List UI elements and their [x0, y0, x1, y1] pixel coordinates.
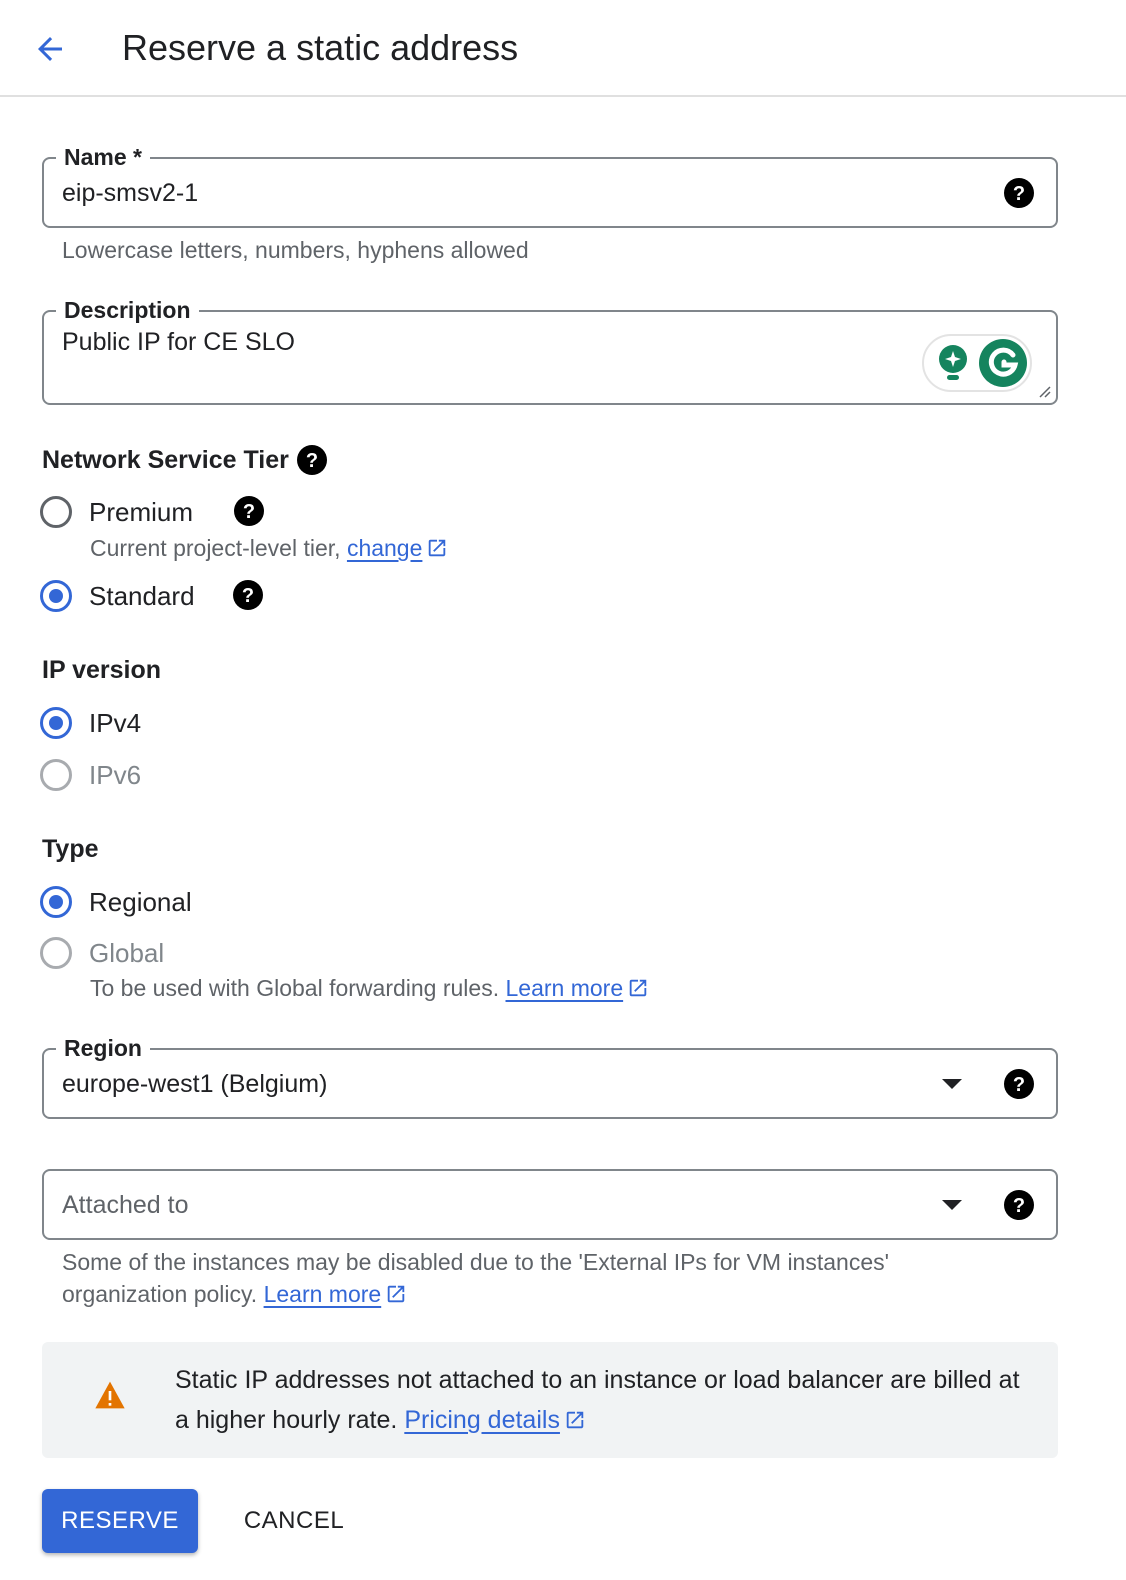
attached-to-hint: Some of the instances may be disabled due to the 'External IPs for VM instances' organization policy. Learn more [62, 1249, 890, 1307]
radio-label: Regional [89, 887, 192, 917]
radio-ipv4[interactable] [40, 705, 141, 741]
learn-more-link[interactable]: Learn more [263, 1281, 382, 1307]
radio-global[interactable] [40, 935, 164, 971]
global-hint: To be used with Global forwarding rules. Learn more [90, 972, 649, 1004]
external-link-icon[interactable] [426, 537, 448, 559]
pricing-details-link[interactable]: Pricing details [404, 1406, 560, 1434]
radio-regional[interactable] [40, 884, 192, 920]
help-icon[interactable] [1004, 1190, 1034, 1220]
reserve-button[interactable]: RESERVE [42, 1489, 198, 1553]
type-title: Type [42, 835, 99, 863]
page-title: Reserve a static address [122, 27, 519, 68]
network-tier-title: Network Service Tier [42, 446, 289, 474]
external-link-icon[interactable] [564, 1409, 586, 1431]
attached-to-placeholder: Attached to [62, 1191, 189, 1219]
arrow-back-icon [32, 31, 68, 67]
page-header [0, 0, 1126, 97]
lightbulb-icon [936, 344, 970, 384]
cancel-button[interactable]: CANCEL [226, 1489, 362, 1553]
help-icon[interactable] [234, 496, 264, 526]
resize-handle-icon[interactable] [1036, 383, 1052, 399]
grammarly-icon [978, 338, 1028, 388]
learn-more-link[interactable]: Learn more [505, 975, 624, 1001]
name-hint: Lowercase letters, numbers, hyphens allowed [62, 237, 529, 263]
radio-button[interactable] [40, 496, 72, 528]
svg-text:?: ? [242, 500, 256, 523]
grammarly-widget[interactable] [922, 334, 1032, 392]
dropdown-arrow-icon[interactable] [942, 1200, 962, 1210]
help-icon[interactable] [1004, 178, 1034, 208]
radio-label: Standard [89, 581, 195, 611]
name-field[interactable] [42, 144, 1058, 228]
radio-button[interactable] [40, 937, 72, 969]
help-icon[interactable] [233, 580, 263, 610]
external-link-icon[interactable] [385, 1283, 407, 1305]
svg-text:?: ? [305, 449, 319, 472]
radio-label: IPv6 [89, 760, 142, 790]
dropdown-arrow-icon[interactable] [942, 1079, 962, 1089]
svg-text:?: ? [241, 584, 255, 607]
description-field-label: Description [56, 295, 199, 325]
name-field-label: Name * [56, 142, 150, 172]
change-tier-link[interactable]: change [346, 535, 423, 561]
svg-text:?: ? [1012, 182, 1026, 205]
radio-button[interactable] [40, 707, 72, 739]
radio-standard[interactable] [40, 578, 195, 614]
radio-button[interactable] [40, 759, 72, 791]
radio-premium[interactable] [40, 494, 193, 530]
description-textarea[interactable]: Public IP for CE SLO [62, 328, 295, 356]
radio-label: Premium [89, 497, 194, 527]
region-select[interactable] [42, 1035, 1058, 1119]
radio-ipv6[interactable] [40, 757, 141, 793]
description-field[interactable] [42, 297, 1058, 405]
name-input[interactable]: eip-smsv2-1 [62, 179, 199, 207]
svg-text:?: ? [1012, 1194, 1026, 1217]
radio-button[interactable] [40, 886, 72, 918]
billing-warning [42, 1342, 1058, 1458]
help-icon[interactable] [1004, 1069, 1034, 1099]
radio-label: IPv4 [89, 708, 142, 738]
help-icon[interactable] [297, 445, 327, 475]
attached-to-select[interactable] [42, 1169, 1058, 1240]
ip-version-title: IP version [42, 656, 162, 684]
radio-label: Global [89, 938, 165, 968]
back-button[interactable] [28, 27, 72, 71]
warning-text: Static IP addresses not attached to an instance or load balancer are billed at a higher hourly rate. Pricing details [175, 1366, 1020, 1434]
region-value: europe-west1 (Belgium) [62, 1070, 328, 1098]
external-link-icon[interactable] [627, 977, 649, 999]
premium-hint: Current project-level tier, change [90, 532, 448, 564]
radio-button[interactable] [40, 580, 72, 612]
warning-icon [94, 1380, 126, 1410]
svg-text:?: ? [1012, 1073, 1026, 1096]
region-field-label: Region [56, 1033, 150, 1063]
